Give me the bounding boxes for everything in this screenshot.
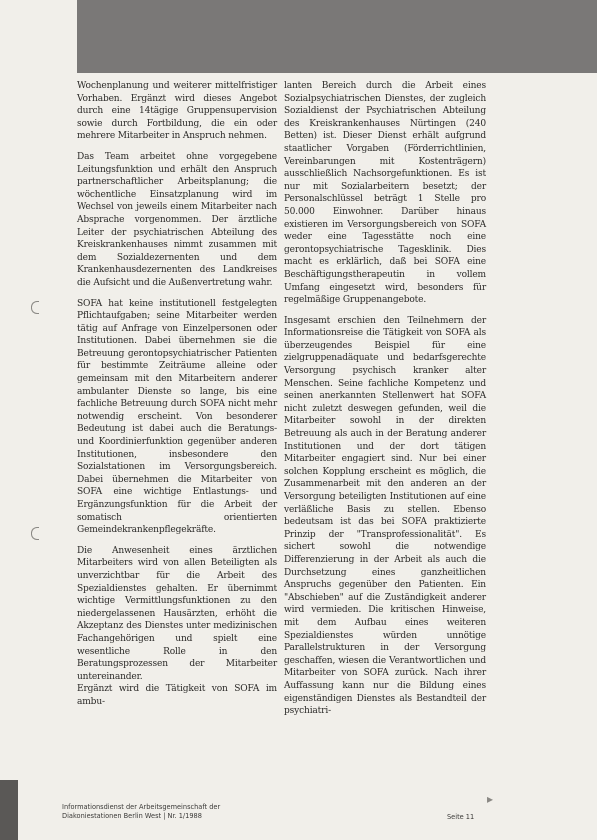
paragraph: Insgesamt erschien den Teilnehmern der Informationsreise die Tätigkeit von SOFA als überzeugendes Beispiel für eine zielgruppenadäquate und bedarfsgerechte Versorgung psychisch kranker alter Menschen. Seine fachliche Kompetenz und seinen anerkannten Stellenwert hat SOFA nicht zuletzt deswegen gefunden, weil die Mitarbeiter sowohl in der direkten Betreuung als auch in der Beratung anderer Institutionen und der dort tätigen Mitarbeiter engagiert sind. Nur bei einer solchen Kopplung erscheint es möglich, die Zusammenarbeit mit den anderen an der Versorgung beteiligten Institutionen auf eine verläßliche Basis zu stellen. Ebenso bedeutsam ist das bei SOFA praktizierte Prinzip der "Transprofessionalität". Es sichert sowohl die notwendige Differenzierung in der Arbeit als auch die Durchsetzung eines ganzheitlichen Anspruchs gegenüber den Patienten. Ein "Abschieben" auf die Zuständigkeit anderer wird vermieden. Die kritischen Hinweise, mit dem Aufbau eines weiteren Spezialdienstes würden unnötige Parallelstrukturen in der Versorgung geschaffen, wiesen die Verantwortlichen und Mitarbeiter von SOFA zurück. Nach ihrer Auffassung kann nur die Bildung eines eigenständigen Dienstes als Bestandteil der psychiatri- (284, 315, 486, 717)
paragraph: Die Anwesenheit eines ärztlichen Mitarbeiters wird von allen Beteiligten als unverzichtbar für die Arbeit des Spezialdienstes gehalten. Er übernimmt wichtige Vermittlungsfunktionen zu den niedergelassenen Hausärzten, erhöht die Akzeptanz des Dienstes unter medizinischen Fachangehörigen und spielt eine wesentliche Rolle in den Beratungsprozessen der Mitarbeiter untereinander. (77, 545, 277, 682)
punch-hole-mark (31, 301, 39, 314)
footer-line: Diakoniestationen Berlin West | Nr. 1/1988 (62, 811, 202, 820)
left-column (77, 80, 277, 717)
margin-mark-icon: ▸ (487, 792, 494, 806)
paragraph: SOFA hat keine institutionell festgelegten Pflichtaufgaben; seine Mitarbeiter werden tätig auf Anfrage von Einzelpersonen oder Institutionen. Dabei übernehmen sie die Betreuung gerontopsychiatrischer Patienten für bestimmte Zeiträume alleine oder gemeinsam mit den Mitarbeitern anderer ambulanter Dienste so lange, bis eine fachliche Betreuung durch SOFA nicht mehr notwendig erscheint. Von besonderer Bedeutung ist dabei auch die Beratungs- und Koordinierfunktion gegenüber anderen Institutionen, insbesondere den Sozialstationen im Versorgungsbereich. Dabei übernehmen die Mitarbeiter von SOFA eine wichtige Entlastungs- und Ergänzungsfunktion für die Arbeit der somatisch orientierten Gemeindekrankenpflegekräfte. (77, 298, 277, 536)
footer-line: Informationsdienst der Arbeitsgemeinschaft der (62, 803, 221, 811)
paragraph: lanten Bereich durch die Arbeit eines Sozialpsychiatrischen Dienstes, der zugleich Sozialdienst der Psychiatrischen Abteilung des Kreiskrankenhauses Nürtingen (240 Betten) ist. Dieser Dienst erhält aufgrund staatlicher Vorgaben (Förderrichtlinien, Vereinbarungen mit Kostenträgern) ausschließlich Nachsorgefunktionen. Es ist nur mit Sozialarbeitern besetzt; der Personalschlüssel beträgt 1 Stelle pro 50.000 Einwohner. Darüber hinaus existieren im Versorgungsbereich von SOFA weder eine Tagesstätte noch eine gerontopsychiatrische Tagesklinik. Dies macht es erklärlich, daß bei SOFA eine Beschäftigungstherapeutin in vollem Umfang eingesetzt wird, besonders für regelmäßige Gruppenangebote. (284, 81, 486, 306)
punch-hole-mark (31, 527, 39, 540)
page-number: Seite 11 (447, 813, 475, 821)
paragraph: Das Team arbeitet ohne vorgegebene Leitungsfunktion und erhält den Anspruch partnerschaftlicher Arbeitsplanung; die wöchentliche Einsatzplanung wird im Wechsel von jeweils einem Mitarbeiter nach Absprache vorgenommen. Der ärztliche Leiter der psychiatrischen Abteilung des Kreiskrankenhauses nimmt zusammen mit dem Sozialdezernenten und dem Krankenhausdezernenten des Landkreises die Aufsicht und die Außenvertretung wahr. (77, 151, 277, 288)
paragraph: Ergänzt wird die Tätigkeit von SOFA im ambu- (77, 684, 277, 707)
binding-edge (0, 780, 18, 840)
right-column (284, 80, 486, 726)
paragraph: Wochenplanung und weiterer mittelfristiger Vorhaben. Ergänzt wird dieses Angebot durch eine 14tägige Gruppensupervision sowie durch Fortbildung, die ein oder mehrere Mitarbeiter in Anspruch nehmen. (77, 81, 277, 142)
header-band (77, 0, 597, 73)
footer (62, 803, 382, 821)
